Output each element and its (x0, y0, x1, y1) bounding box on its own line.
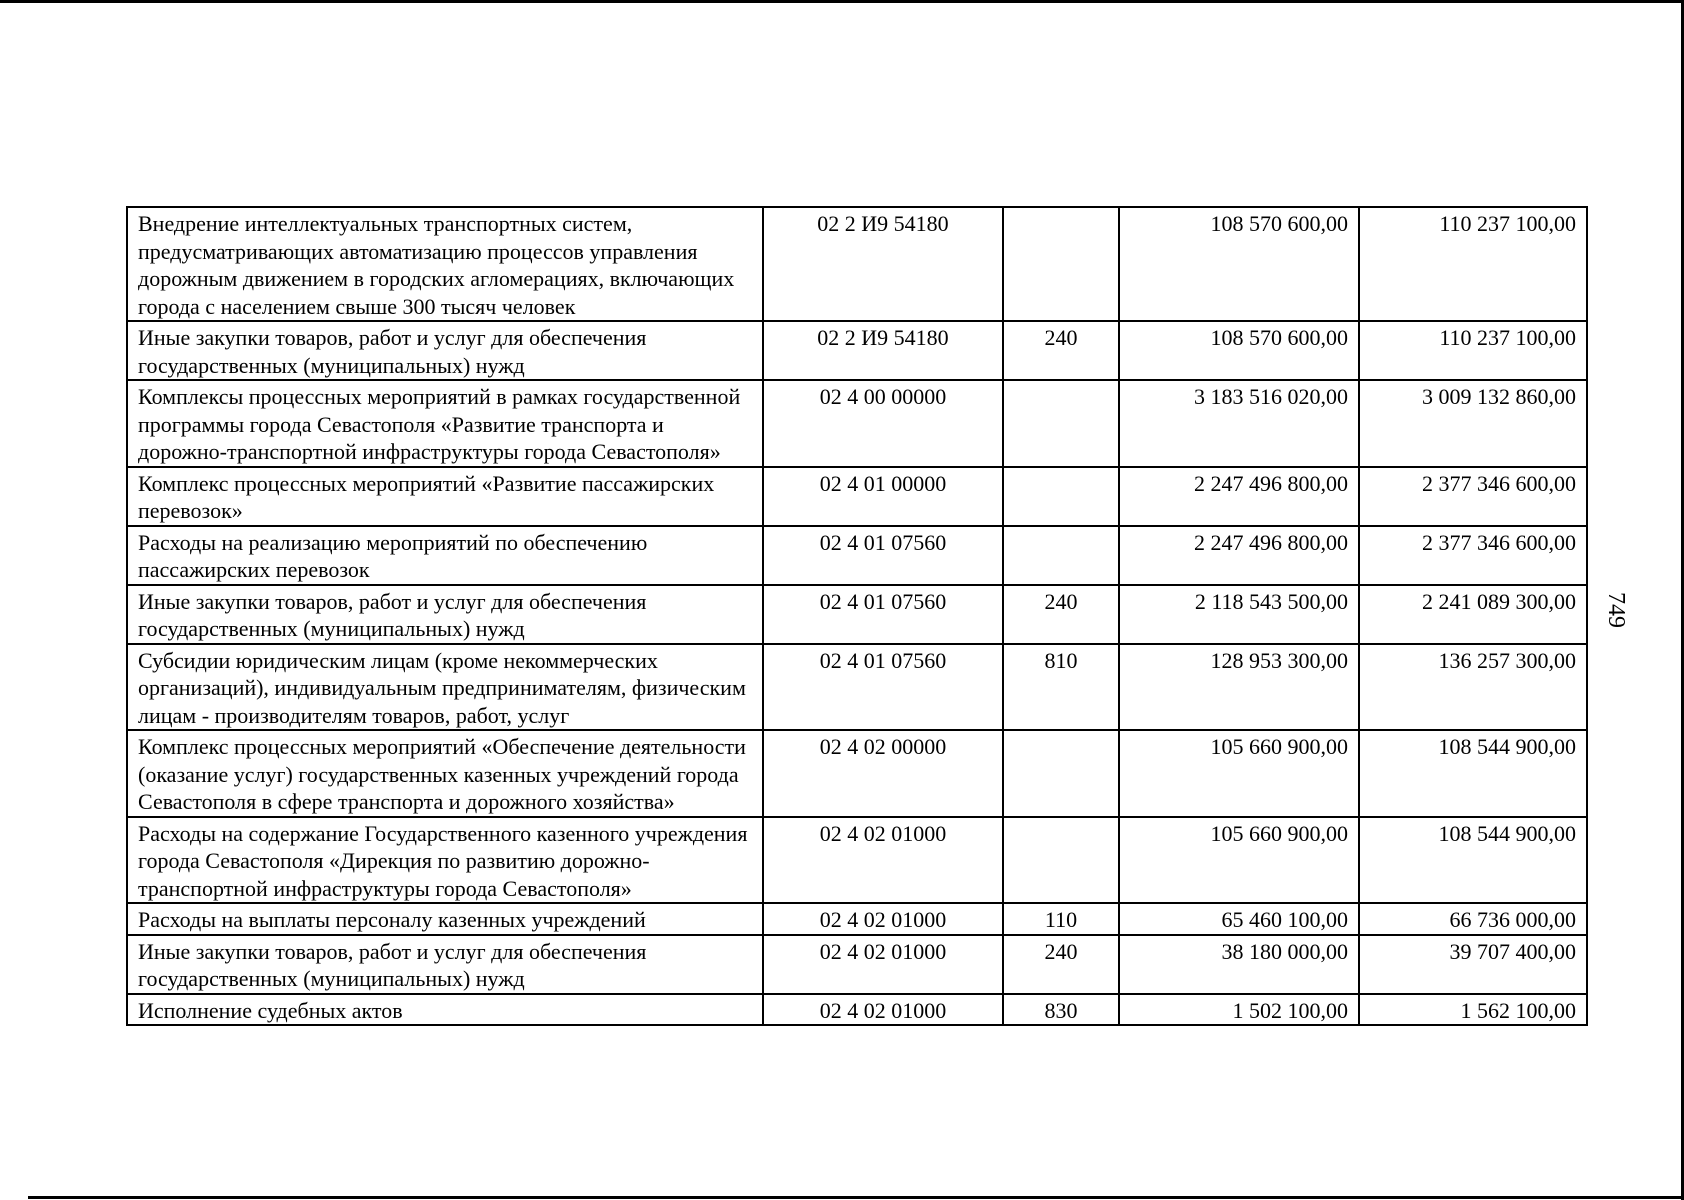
row-sum-1: 65 460 100,00 (1119, 903, 1359, 935)
row-sum-1: 3 183 516 020,00 (1119, 380, 1359, 467)
row-code: 02 2 И9 54180 (763, 207, 1003, 321)
row-code: 02 4 01 07560 (763, 644, 1003, 731)
table-row (127, 526, 1587, 585)
table-row (127, 380, 1587, 467)
row-expense-type: 240 (1003, 585, 1119, 644)
table-row (127, 935, 1587, 994)
row-sum-2: 2 377 346 600,00 (1359, 467, 1587, 526)
row-expense-type: 830 (1003, 994, 1119, 1026)
table-row (127, 817, 1587, 904)
row-sum-1: 2 247 496 800,00 (1119, 526, 1359, 585)
row-sum-2: 110 237 100,00 (1359, 321, 1587, 380)
row-sum-1: 128 953 300,00 (1119, 644, 1359, 731)
row-sum-1: 2 118 543 500,00 (1119, 585, 1359, 644)
row-expense-type: 810 (1003, 644, 1119, 731)
table-row (127, 903, 1587, 935)
table-row (127, 730, 1587, 817)
row-sum-2: 2 377 346 600,00 (1359, 526, 1587, 585)
row-expense-type (1003, 526, 1119, 585)
row-name: Иные закупки товаров, работ и услуг для обеспечения государственных (муниципальных) нужд (127, 935, 763, 994)
scan-bottom-edge (28, 1196, 1684, 1199)
table-row (127, 467, 1587, 526)
row-sum-2: 110 237 100,00 (1359, 207, 1587, 321)
scan-top-edge (0, 0, 1684, 3)
row-sum-1: 108 570 600,00 (1119, 321, 1359, 380)
row-name: Комплекс процессных мероприятий «Развитие пассажирских перевозок» (127, 467, 763, 526)
budget-table (126, 206, 1588, 1026)
row-sum-2: 39 707 400,00 (1359, 935, 1587, 994)
row-expense-type (1003, 730, 1119, 817)
row-code: 02 4 02 00000 (763, 730, 1003, 817)
row-sum-2: 1 562 100,00 (1359, 994, 1587, 1026)
table-row (127, 994, 1587, 1026)
row-code: 02 2 И9 54180 (763, 321, 1003, 380)
row-code: 02 4 01 00000 (763, 467, 1003, 526)
row-name: Расходы на содержание Государственного казенного учреждения города Севастополя «Дирекция по развитию дорожно-транспортной инфраструктуры города Севастополя» (127, 817, 763, 904)
row-sum-2: 3 009 132 860,00 (1359, 380, 1587, 467)
row-code: 02 4 00 00000 (763, 380, 1003, 467)
row-expense-type: 240 (1003, 935, 1119, 994)
row-expense-type (1003, 380, 1119, 467)
row-sum-1: 108 570 600,00 (1119, 207, 1359, 321)
row-sum-2: 136 257 300,00 (1359, 644, 1587, 731)
table-row (127, 644, 1587, 731)
row-expense-type (1003, 467, 1119, 526)
row-sum-1: 105 660 900,00 (1119, 817, 1359, 904)
row-sum-1: 105 660 900,00 (1119, 730, 1359, 817)
table-row (127, 207, 1587, 321)
row-name: Расходы на реализацию мероприятий по обеспечению пассажирских перевозок (127, 526, 763, 585)
page-number: 749 (1603, 592, 1629, 628)
row-expense-type: 110 (1003, 903, 1119, 935)
row-name: Комплексы процессных мероприятий в рамках государственной программы города Севастополя «Развитие транспорта и дорожно-транспортной инфраструктуры города Севастополя» (127, 380, 763, 467)
row-sum-1: 2 247 496 800,00 (1119, 467, 1359, 526)
row-name: Комплекс процессных мероприятий «Обеспечение деятельности (оказание услуг) государственных казенных учреждений города Севастополя в сфере транспорта и дорожного хозяйства» (127, 730, 763, 817)
row-code: 02 4 02 01000 (763, 935, 1003, 994)
row-sum-2: 66 736 000,00 (1359, 903, 1587, 935)
row-name: Иные закупки товаров, работ и услуг для обеспечения государственных (муниципальных) нужд (127, 585, 763, 644)
table-row (127, 321, 1587, 380)
budget-table-body (127, 207, 1587, 1025)
row-code: 02 4 01 07560 (763, 585, 1003, 644)
row-expense-type: 240 (1003, 321, 1119, 380)
row-code: 02 4 02 01000 (763, 994, 1003, 1026)
row-code: 02 4 02 01000 (763, 903, 1003, 935)
row-sum-2: 2 241 089 300,00 (1359, 585, 1587, 644)
row-sum-2: 108 544 900,00 (1359, 730, 1587, 817)
row-name: Иные закупки товаров, работ и услуг для обеспечения государственных (муниципальных) нужд (127, 321, 763, 380)
row-sum-2: 108 544 900,00 (1359, 817, 1587, 904)
row-name: Расходы на выплаты персоналу казенных учреждений (127, 903, 763, 935)
table-row (127, 585, 1587, 644)
row-sum-1: 1 502 100,00 (1119, 994, 1359, 1026)
row-code: 02 4 02 01000 (763, 817, 1003, 904)
row-expense-type (1003, 817, 1119, 904)
row-sum-1: 38 180 000,00 (1119, 935, 1359, 994)
row-name: Исполнение судебных актов (127, 994, 763, 1026)
row-name: Внедрение интеллектуальных транспортных систем, предусматривающих автоматизацию процессов управления дорожным движением в городских агломерациях, включающих города с населением свыше 300 тысяч человек (127, 207, 763, 321)
row-expense-type (1003, 207, 1119, 321)
row-name: Субсидии юридическим лицам (кроме некоммерческих организаций), индивидуальным предпринимателям, физическим лицам - производителям товаров, работ, услуг (127, 644, 763, 731)
row-code: 02 4 01 07560 (763, 526, 1003, 585)
